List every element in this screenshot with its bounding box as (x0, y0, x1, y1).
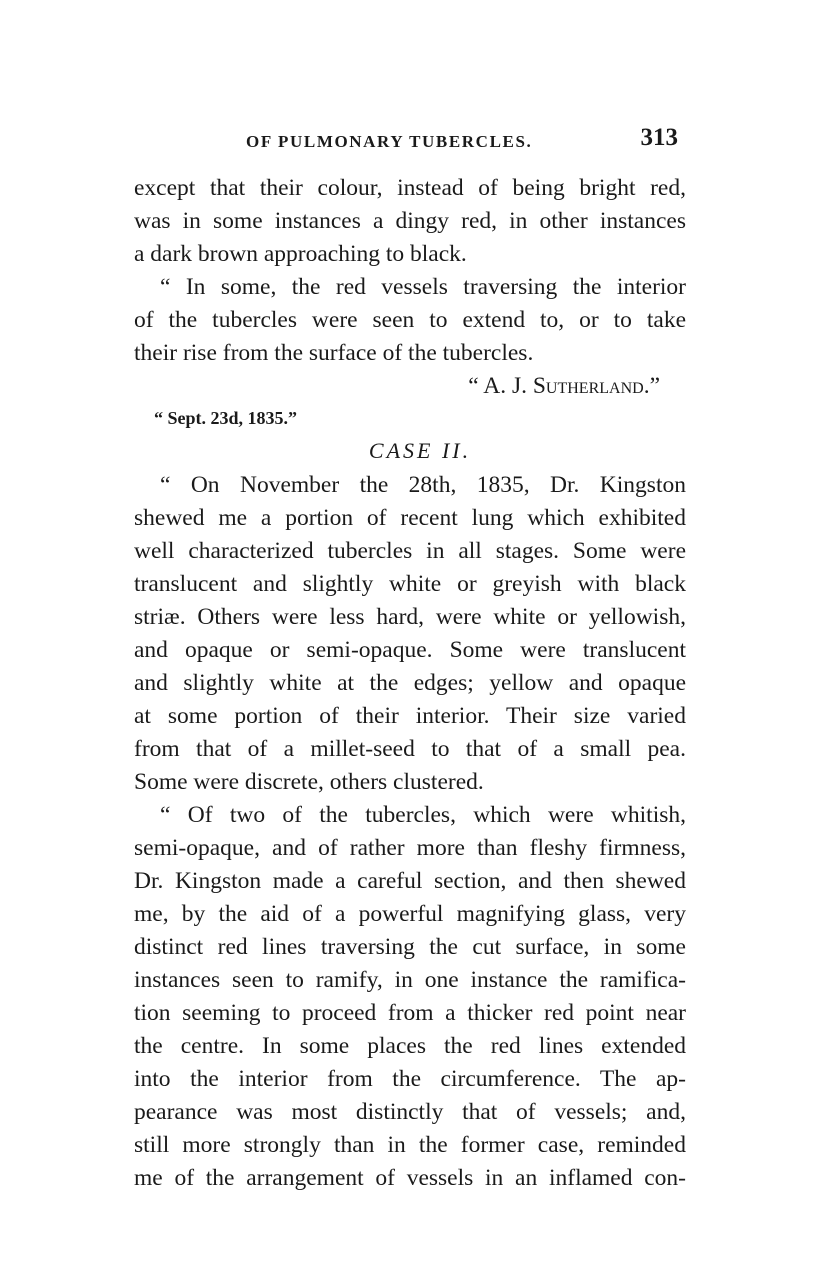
text-line: semi-opaque, and of rather more than fleshy firmness, (134, 835, 686, 861)
text-line: still more strongly than in the former case, reminded (134, 1132, 686, 1158)
text-line: pearance was most distinctly that of vessels; and, (134, 1099, 686, 1125)
text-line: Dr. Kingston made a careful section, and then shewed (134, 868, 686, 894)
running-title: OF PULMONARY TUBERCLES. (246, 132, 533, 151)
text-line: “ Of two of the tubercles, which were whitish, (160, 802, 686, 828)
text-line: Some were discrete, others clustered. (134, 769, 484, 795)
text-line: tion seeming to proceed from a thicker red point near (134, 1000, 686, 1026)
date-line: “ Sept. 23d, 1835.” (154, 408, 298, 428)
text-line: of the tubercles were seen to extend to, or to take (134, 307, 686, 333)
case-heading: CASE II. (368, 438, 472, 463)
text-line: translucent and slightly white or greyish with black (134, 571, 686, 597)
running-head (134, 122, 686, 158)
text-line: “ On November the 28th, 1835, Dr. Kingston (160, 472, 686, 498)
text-line: except that their colour, instead of being bright red, (134, 175, 686, 201)
text-line: a dark brown approaching to black. (134, 241, 467, 267)
text-line: into the interior from the circumference. The ap- (134, 1066, 686, 1092)
text-line: me of the arrangement of vessels in an inflamed con- (134, 1165, 686, 1191)
page-number: 313 (640, 124, 678, 151)
text-line: me, by the aid of a powerful magnifying glass, very (134, 901, 686, 927)
text-line: and opaque or semi-opaque. Some were translucent (134, 637, 686, 663)
text-line: well characterized tubercles in all stages. Some were (134, 538, 686, 564)
signature: “ A. J. Sutherland.” (468, 373, 660, 399)
text-line: at some portion of their interior. Their size varied (134, 703, 686, 729)
text-line: was in some instances a dingy red, in other instances (134, 208, 686, 234)
text-line: instances seen to ramify, in one instance the ramifica- (134, 967, 686, 993)
text-line: the centre. In some places the red lines extended (134, 1033, 686, 1059)
text-line: striæ. Others were less hard, were white or yellowish, (134, 604, 686, 630)
text-line: their rise from the surface of the tubercles. (134, 340, 534, 366)
text-line: and slightly white at the edges; yellow and opaque (134, 670, 686, 696)
text-line: distinct red lines traversing the cut surface, in some (134, 934, 686, 960)
body-text (134, 172, 686, 1195)
text-line: from that of a millet-seed to that of a small pea. (134, 736, 686, 762)
text-line: shewed me a portion of recent lung which exhibited (134, 505, 686, 531)
text-line: “ In some, the red vessels traversing the interior (160, 274, 686, 300)
